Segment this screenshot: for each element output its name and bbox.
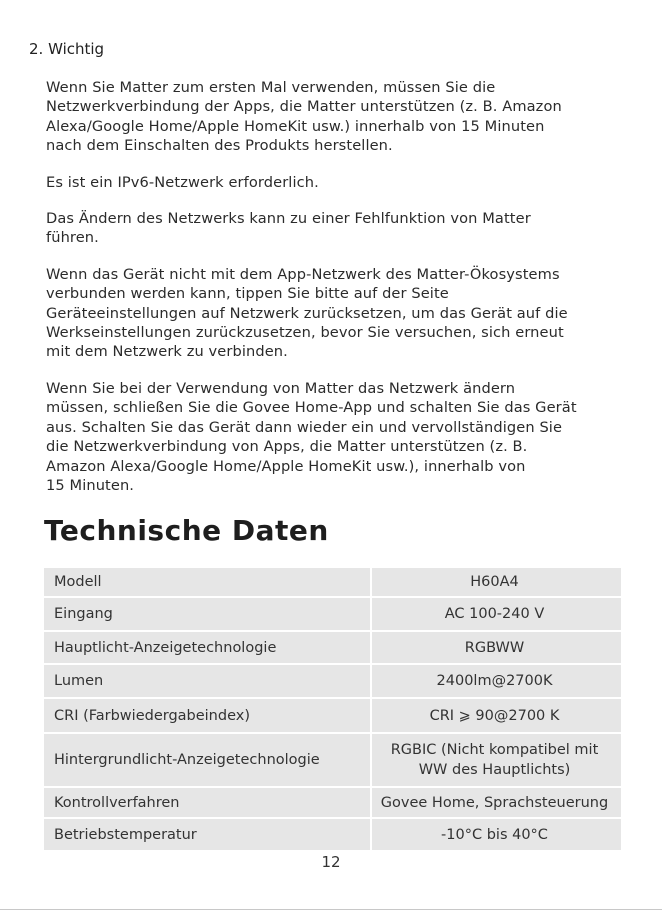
text-line: Es ist ein IPv6-Netzwerk erforderlich. [46, 173, 319, 191]
spec-value-line: -10°C bis 40°C [441, 826, 548, 843]
table-row [44, 734, 621, 788]
spec-value [372, 665, 621, 699]
text-line: Geräteeinstellungen auf Netzwerk zurücksetzen, um das Gerät auf die [46, 304, 568, 322]
note-paragraph [46, 173, 618, 192]
spec-label: Kontrollverfahren [44, 788, 372, 819]
text-line: Werkseinstellungen zurückzusetzen, bevor Sie versuchen, sich erneut [46, 324, 564, 342]
text-line: mit dem Netzwerk zu verbinden. [46, 343, 288, 361]
spec-value [372, 632, 621, 665]
note-paragraph [46, 265, 618, 362]
text-line: Netzwerkverbindung der Apps, die Matter unterstützen (z. B. Amazon [46, 98, 562, 116]
text-line: Wenn Sie Matter zum ersten Mal verwenden, müssen Sie die [46, 79, 496, 96]
spec-value [372, 699, 621, 734]
spec-label: Betriebstemperatur [44, 819, 372, 852]
spec-value-line: AC 100-240 V [444, 606, 545, 622]
spec-label: Hauptlicht-Anzeigetechnologie [44, 632, 372, 665]
tech-specs-title: Technische Daten [44, 514, 329, 547]
table-row [44, 632, 621, 665]
spec-value-line: RGBIC (Nicht kompatibel mit [390, 742, 599, 758]
note-paragraph [46, 379, 618, 495]
spec-table [44, 568, 621, 852]
spec-value [372, 734, 621, 788]
section-heading: 2. Wichtig [29, 40, 105, 58]
text-line: verbunden werden kann, tippen Sie bitte auf der Seite [46, 285, 449, 303]
text-line: Das Ändern des Netzwerks kann zu einer Fehlfunktion von Matter [46, 210, 531, 228]
text-line: nach dem Einschalten des Produkts herstellen. [46, 137, 393, 155]
text-line: Alexa/Google Home/Apple HomeKit usw.) innerhalb von 15 Minuten [46, 117, 545, 135]
note-paragraph [46, 209, 618, 248]
spec-value-line: H60A4 [470, 574, 519, 590]
spec-value-line: 2400lm@2700K [436, 673, 553, 689]
spec-label: Hintergrundlicht-Anzeigetechnologie [44, 734, 372, 788]
text-line: Amazon Alexa/Google Home/Apple HomeKit usw.), innerhalb von [46, 457, 526, 475]
spec-value [372, 788, 621, 819]
spec-label: Lumen [44, 665, 372, 699]
spec-label: Eingang [44, 598, 372, 632]
spec-value [372, 568, 621, 598]
spec-value [372, 819, 621, 852]
text-line: müssen, schließen Sie die Govee Home-App und schalten Sie das Gerät [46, 399, 577, 417]
text-line: die Netzwerkverbindung von Apps, die Matter unterstützen (z. B. [46, 438, 528, 456]
note-paragraph [46, 78, 618, 156]
table-row [44, 819, 621, 852]
bottom-divider [0, 909, 662, 910]
spec-label: Modell [44, 568, 372, 598]
table-row [44, 568, 621, 598]
spec-value-line: WW des Hauptlichts) [418, 762, 571, 778]
text-line: aus. Schalten Sie das Gerät dann wieder ein und vervollständigen Sie [46, 418, 563, 436]
text-line: Wenn das Gerät nicht mit dem App-Netzwerk des Matter-Ökosystems [46, 265, 560, 283]
table-row [44, 598, 621, 632]
table-row [44, 665, 621, 699]
table-row [44, 699, 621, 734]
spec-value-line: RGBWW [464, 639, 525, 656]
text-line: führen. [46, 229, 99, 247]
important-notes [46, 78, 618, 512]
text-line: Wenn Sie bei der Verwendung von Matter das Netzwerk ändern [46, 379, 516, 397]
table-row [44, 788, 621, 819]
page-number: 12 [321, 853, 341, 871]
spec-value-line: Govee Home, Sprachsteuerung [380, 794, 609, 811]
spec-value [372, 598, 621, 632]
text-line: 15 Minuten. [46, 476, 135, 494]
spec-value-line: CRI ⩾ 90@2700 K [429, 707, 560, 724]
spec-label: CRI (Farbwiedergabeindex) [44, 699, 372, 734]
